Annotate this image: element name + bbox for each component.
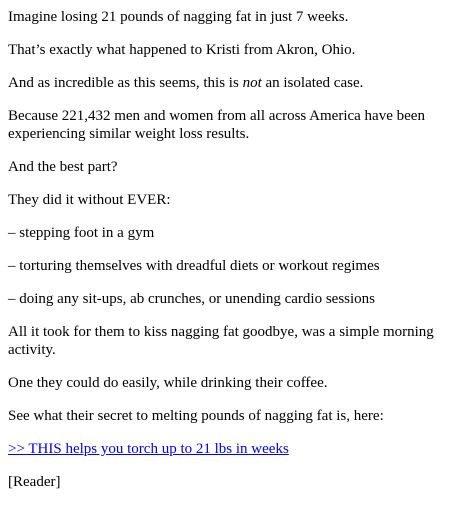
diets-bullet: – torturing themselves with dreadful diets or workout regimes (8, 258, 380, 274)
cta-paragraph (8, 440, 467, 458)
without-ever-paragraph: They did it without EVER: (8, 192, 171, 208)
gym-bullet: – stepping foot in a gym (8, 225, 155, 241)
morning-activity-paragraph: All it took for them to kiss nagging fat goodbye, was a simple morning activity. (8, 324, 434, 358)
isolated-case-text-before: And as incredible as this seems, this is (8, 75, 243, 91)
results-paragraph: Because 221,432 men and women from all across America have been experiencing similar weight loss results. (8, 108, 425, 142)
secret-paragraph: See what their secret to melting pounds of nagging fat is, here: (8, 408, 384, 424)
isolated-case-paragraph (8, 74, 467, 92)
cta-link[interactable]: >> THIS helps you torch up to 21 lbs in weeks (8, 441, 289, 457)
email-body (0, 8, 475, 491)
intro-paragraph: Imagine losing 21 pounds of nagging fat in just 7 weeks. (8, 9, 349, 25)
isolated-case-text-after: an isolated case. (261, 75, 364, 91)
isolated-case-emphasis: not (242, 75, 262, 91)
best-part-paragraph: And the best part? (8, 159, 118, 175)
reader-signoff: [Reader] (8, 474, 61, 490)
situps-bullet: – doing any sit-ups, ab crunches, or unending cardio sessions (8, 291, 376, 307)
kristi-paragraph: That’s exactly what happened to Kristi from Akron, Ohio. (8, 42, 356, 58)
coffee-paragraph: One they could do easily, while drinking their coffee. (8, 375, 328, 391)
